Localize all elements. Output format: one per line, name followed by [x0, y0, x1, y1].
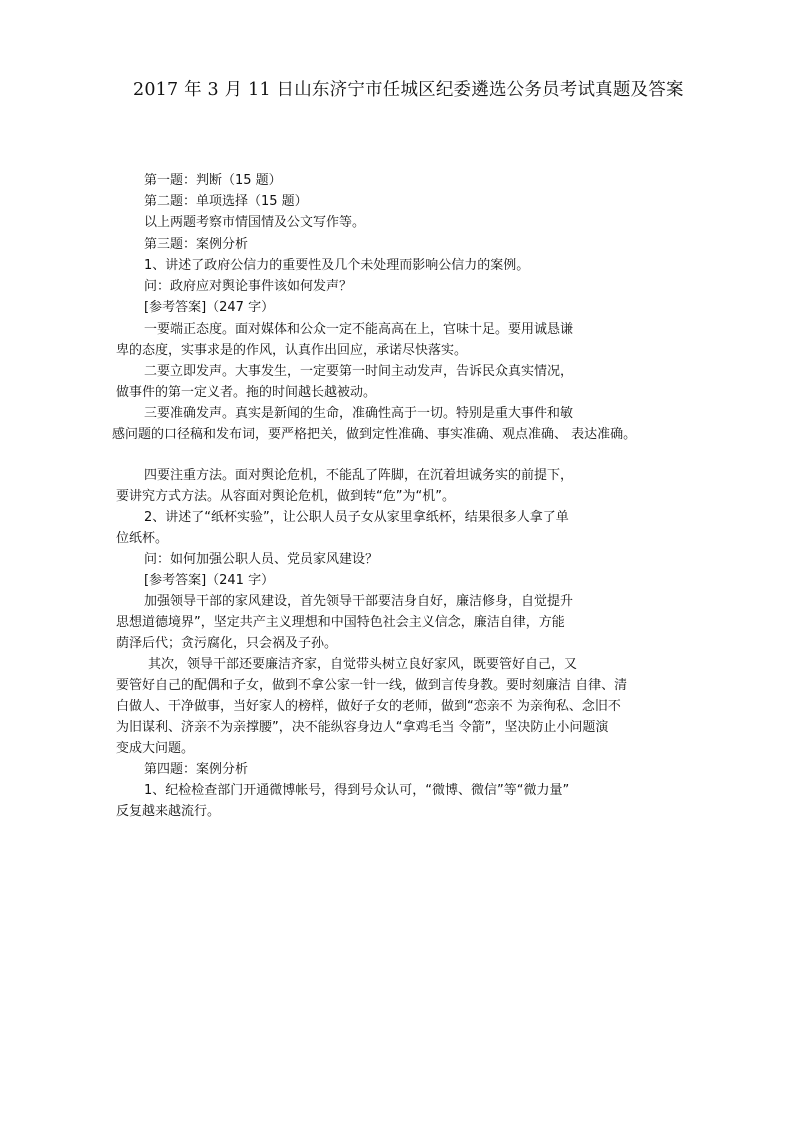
question-line: 问：政府应对舆论事件该如何发声？: [144, 279, 353, 294]
body-line: 变成大问题。: [116, 741, 195, 756]
question-line: 问：如何加强公职人员、党员家风建设？: [144, 552, 379, 567]
body-line: 以上两题考察市情国情及公文写作等。: [144, 215, 366, 230]
body-line: 要讲究方式方法。从容面对舆论危机，做到转“危”为“机”。: [116, 489, 455, 504]
heading-question-4: 第四题：案例分析: [144, 762, 249, 777]
heading-question-2: 第二题：单项选择（15 题）: [144, 194, 308, 209]
case-description: 2、讲述了“纸杯实验”，让公职人员子女从家里拿纸杯，结果很多人拿了单: [144, 510, 569, 525]
body-line: 反复越来越流行。: [116, 804, 221, 819]
body-line: 三要准确发声。真实是新闻的生命，准确性高于一切。特别是重大事件和敏: [144, 406, 574, 421]
body-line: 一要端正态度。面对媒体和公众一定不能高高在上，官味十足。要用诚恳谦: [144, 322, 574, 337]
case-description: 1、讲述了政府公信力的重要性及几个未处理而影响公信力的案例。: [144, 258, 530, 273]
body-line: 思想道德境界”，坚定共产主义理想和中国特色社会主义信念，廉洁自律，方能: [116, 615, 565, 630]
case-description: 1、纪检检查部门开通微博帐号，得到号众认可，“微博、微信”等“微力量”: [144, 783, 570, 798]
body-line: 要管好自己的配偶和子女，做到不拿公家一针一线，做到言传身教。要时刻廉洁 自律、清: [116, 678, 628, 693]
body-line: 卑的态度，实事求是的作风，认真作出回应，承诺尽快落实。: [116, 343, 468, 358]
body-line: 做事件的第一定义者。拖的时间越长越被动。: [116, 385, 377, 400]
heading-question-3: 第三题：案例分析: [144, 237, 249, 252]
body-line: 加强领导干部的家风建设，首先领导干部要洁身自好，廉洁修身，自觉提升: [144, 594, 574, 609]
body-line: 白做人、干净做事，当好家人的榜样，做好子女的老师，做到“恋亲不 为亲徇私、念旧不: [116, 699, 621, 714]
body-line: 为旧谋利、济亲不为亲撑腰”，决不能纵容身边人“拿鸡毛当 令箭”，坚决防止小问题演: [116, 720, 609, 735]
body-line: 感问题的口径稿和发布词，要严格把关，做到定性准确、事实准确、观点准确、 表达准确。: [112, 427, 637, 442]
answer-label: [参考答案]（247 字）: [144, 300, 275, 315]
body-line: 荫泽后代；贪污腐化，只会祸及子孙。: [116, 636, 338, 651]
body-line: 四要注重方法。面对舆论危机，不能乱了阵脚，在沉着坦诚务实的前提下，: [144, 468, 574, 483]
body-line: 其次，领导干部还要廉洁齐家，自觉带头树立良好家风，既要管好自己，又: [148, 657, 578, 672]
answer-label: [参考答案]（241 字）: [144, 573, 275, 588]
document-title: 2017 年 3 月 11 日山东济宁市任城区纪委遴选公务员考试真题及答案: [133, 80, 684, 100]
body-line: 二要立即发声。大事发生，一定要第一时间主动发声，告诉民众真实情况，: [144, 364, 574, 379]
heading-question-1: 第一题：判断（15 题）: [144, 173, 282, 188]
body-line: 位纸杯。: [116, 531, 169, 546]
